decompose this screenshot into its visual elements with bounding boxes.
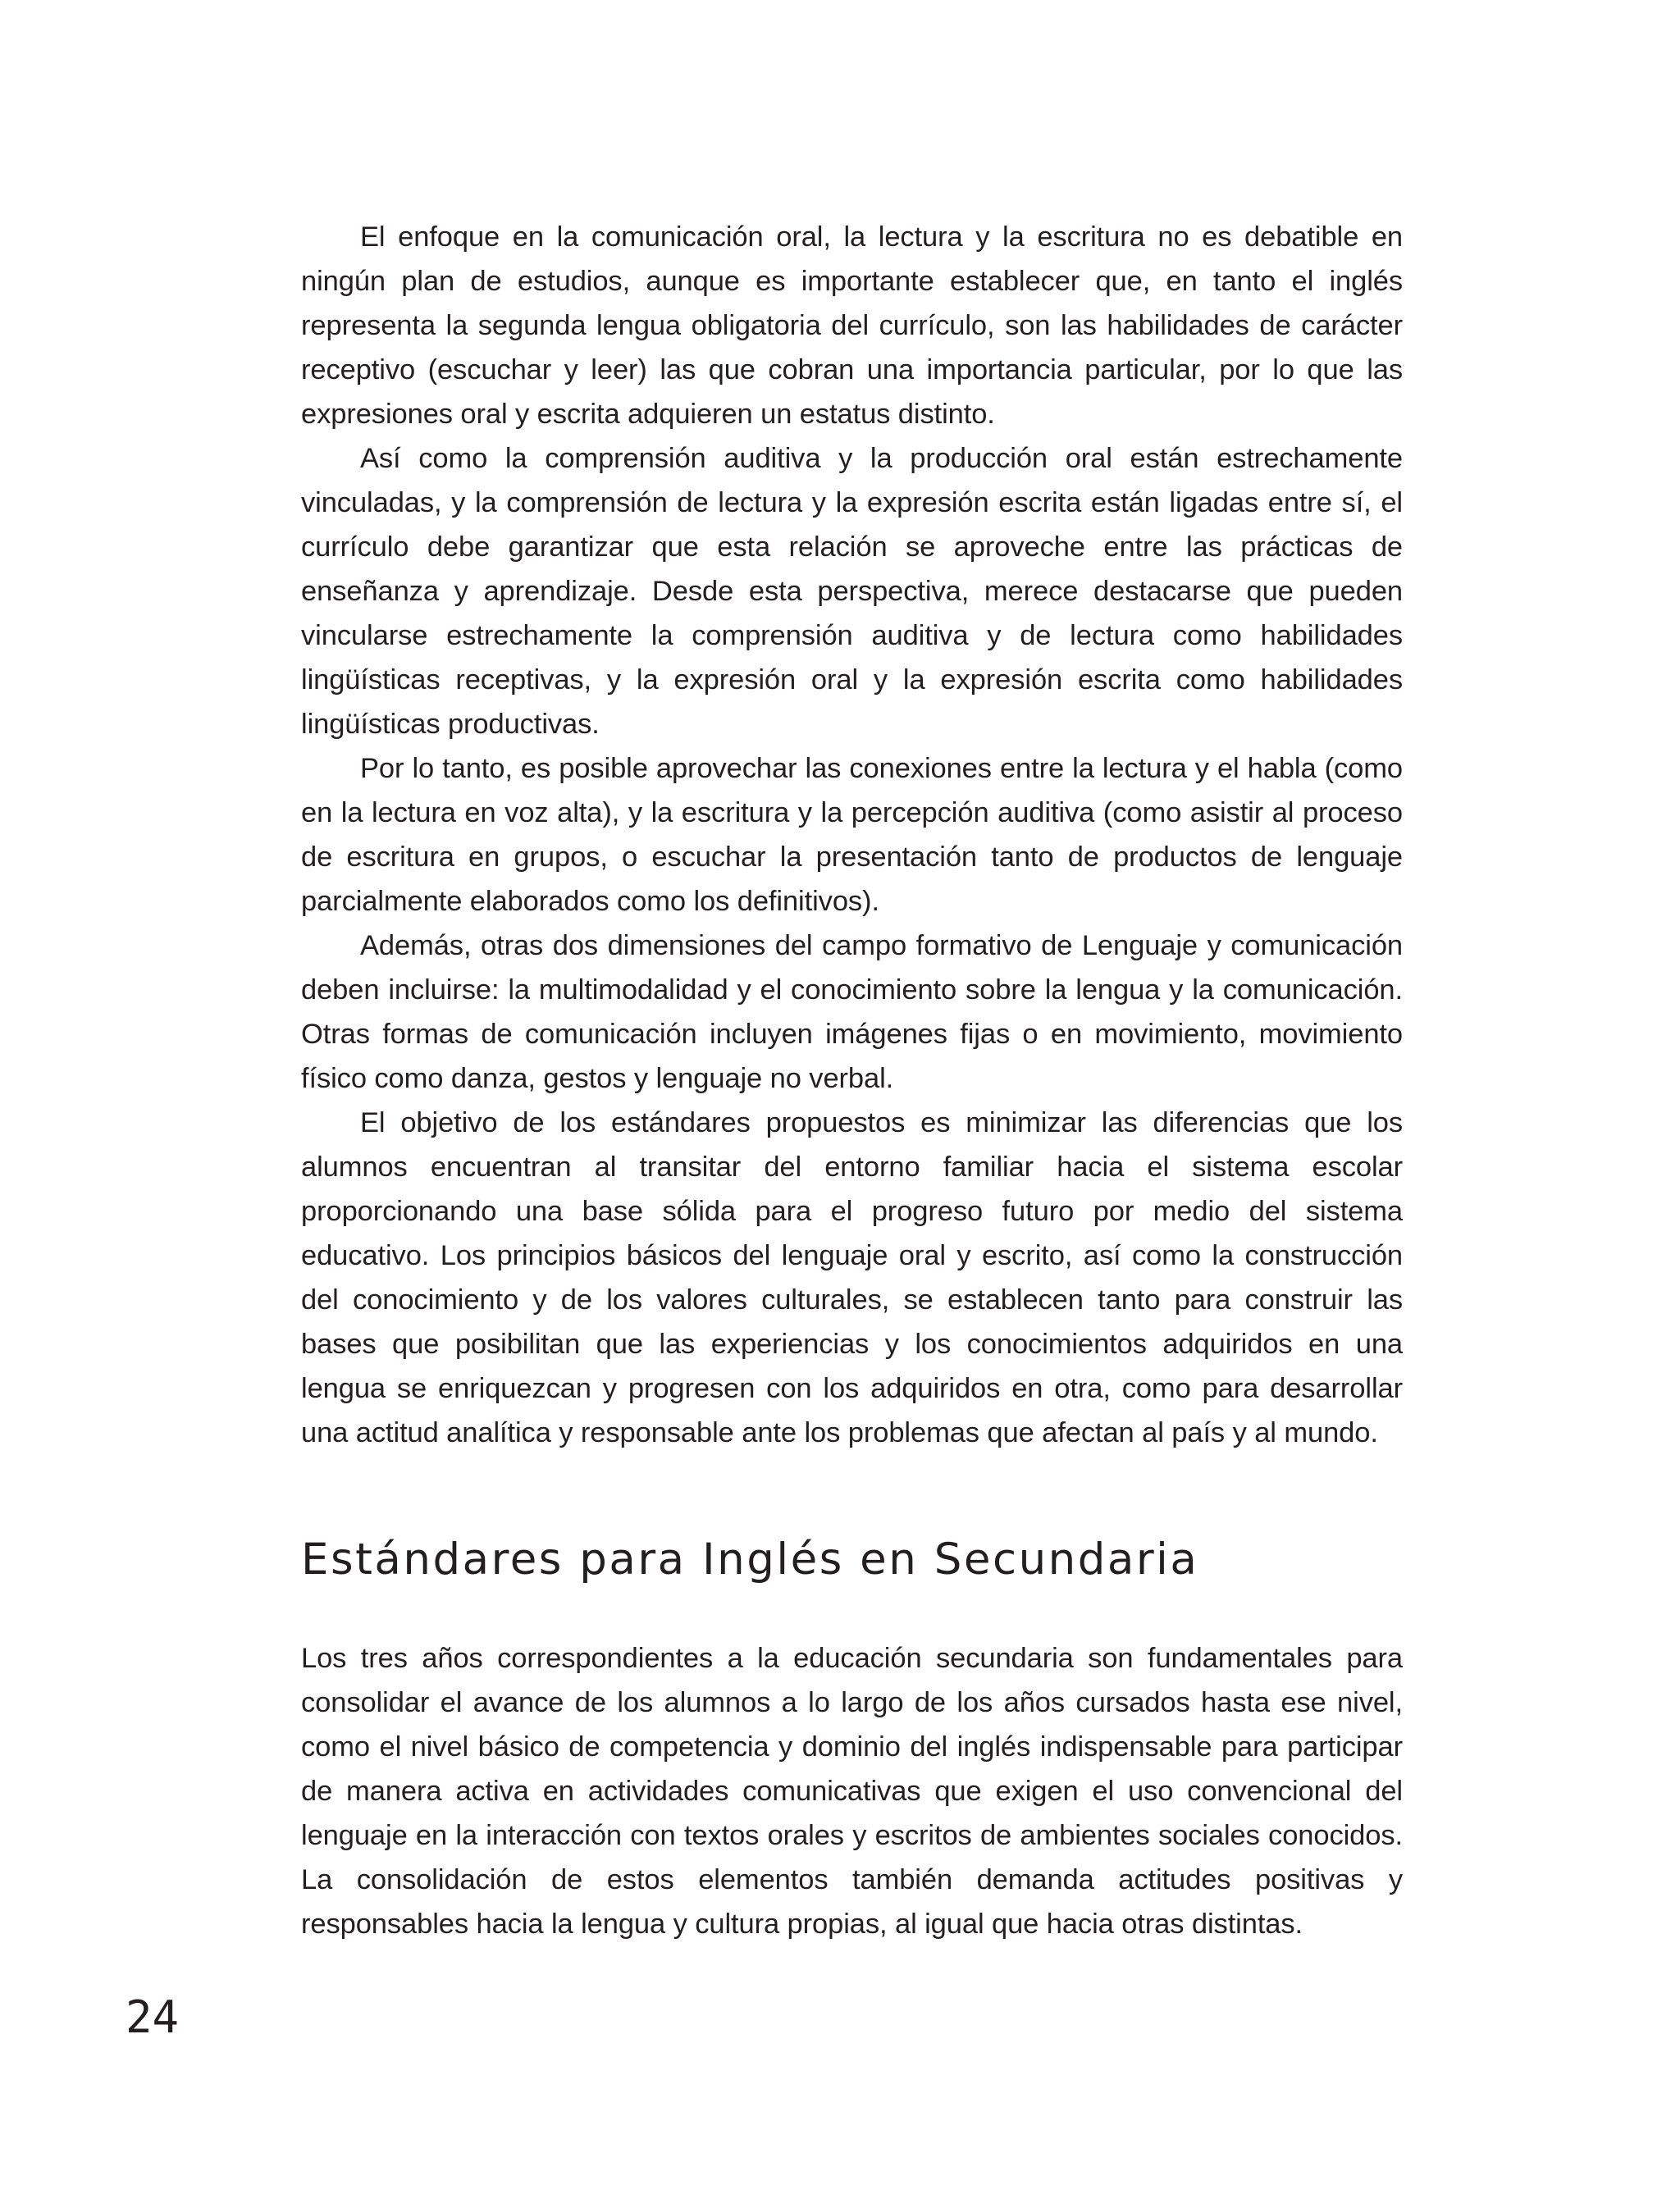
paragraph-standards-objective: El objetivo de los estándares propuestos es minimizar las diferencias que los alumnos encuentran al transitar del entorno familiar hacia el sistema escolar proporcionando una base sólida para el progreso futuro por medio del sistema educativo. Los principios básicos del lenguaje oral y escrito, así como la construcción del conocimiento y de los valores culturales, se establecen tanto para construir las bases que posibilitan que las experiencias y los conocimientos adquiridos en una lengua se enriquezcan y progresen con los adquiridos en otra, como para desarrollar una actitud analítica y responsable ante los problemas que afectan al país y al mundo. [301, 1107, 1403, 1448]
paragraph-connections: Por lo tanto, es posible aprovechar las conexiones entre la lectura y el habla (como en la lectura en voz alta), y la escritura y la percepción auditiva (como asistir al proceso de escritura en grupos, o escuchar la presentación tanto de productos de lenguaje parcialmente elaborados como los definitivos). [301, 753, 1403, 917]
section-heading: Estándares para Inglés en Secundaria [301, 1535, 1199, 1585]
page-number: 24 [126, 1991, 180, 2043]
paragraph-dimensions: Además, otras dos dimensiones del campo formativo de Lenguaje y comunicación deben incluirse: la multimodalidad y el conocimiento sobre la lengua y la comunicación. Otras formas de comunicación incluyen imágenes fijas o en movimiento, movimiento físico como danza, gestos y lenguaje no verbal. [301, 930, 1403, 1094]
section-body [301, 1636, 1403, 1946]
paragraph-listening-reading: Así como la comprensión auditiva y la producción oral están estrechamente vinculadas, y la comprensión de lectura y la expresión escrita están ligadas entre sí, el currículo debe garantizar que esta relación se aproveche entre las prácticas de enseñanza y aprendizaje. Desde esta perspectiva, merece destacarse que pueden vincularse estrechamente la comprensión auditiva y de lectura como habilidades lingüísticas receptivas, y la expresión oral y la expresión escrita como habilidades lingüísticas productivas. [301, 443, 1403, 740]
paragraph-secondary-years: Los tres años correspondientes a la educación secundaria son fundamentales para consolidar el avance de los alumnos a lo largo de los años cursados hasta ese nivel, como el nivel básico de competencia y dominio del inglés indispensable para participar de manera activa en actividades comunicativas que exigen el uso convencional del lenguaje en la interacción con textos orales y escritos de ambientes sociales conocidos. La consolidación de estos elementos también demanda actitudes positivas y responsables hacia la lengua y cultura propias, al igual que hacia otras distintas. [301, 1643, 1403, 1940]
paragraph-oral-communication: El enfoque en la comunicación oral, la lectura y la escritura no es debatible en ningún plan de estudios, aunque es importante establecer que, en tanto el inglés representa la segunda lengua obligatoria del currículo, son las habilidades de carácter receptivo (escuchar y leer) las que cobran una importancia particular, por lo que las expresiones oral y escrita adquieren un estatus distinto. [301, 221, 1403, 430]
intro-text-block [301, 215, 1403, 1455]
